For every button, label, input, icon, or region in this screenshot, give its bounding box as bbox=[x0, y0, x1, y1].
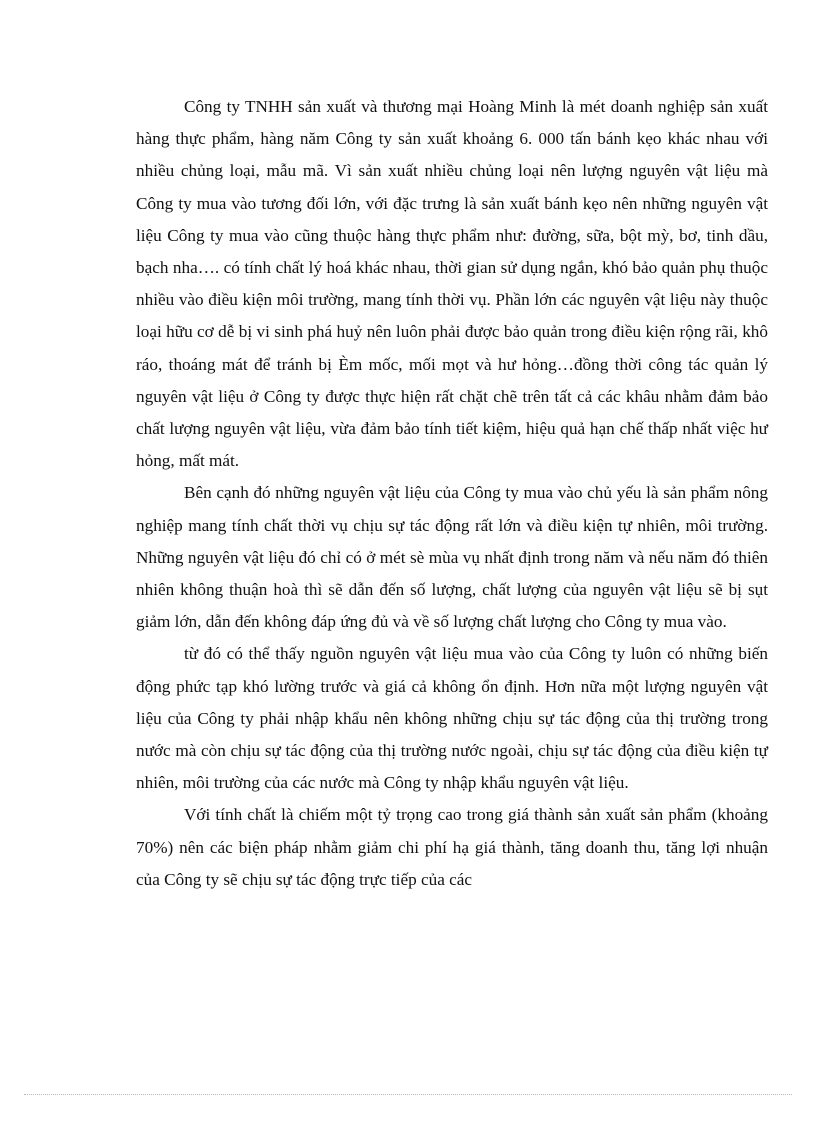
paragraph-4: Với tính chất là chiếm một tỷ trọng cao trong giá thành sản xuất sản phẩm (khoảng 70%) nên các biện pháp nhằm giảm chi phí hạ giá thành, tăng doanh thu, tăng lợi nhuận của Công ty sẽ chịu sự tác động trực tiếp của các bbox=[136, 805, 768, 889]
page-bottom-divider bbox=[24, 1094, 792, 1095]
paragraph-1: Công ty TNHH sản xuất và thương mại Hoàng Minh là mét doanh nghiệp sản xuất hàng thực phẩm, hàng năm Công ty sản xuất khoảng 6. 000 tấn bánh kẹo khác nhau với nhiều chủng loại, mẫu mã. Vì sản xuất nhiều chủng loại nên lượng nguyên vật liệu mà Công ty mua vào tương đối lớn, với đặc trưng là sản xuất bánh kẹo nên những nguyên vật liệu Công ty mua vào cũng thuộc hàng thực phẩm như: đường, sữa, bột mỳ, bơ, tinh dầu, bạch nha…. có tính chất lý hoá khác nhau, thời gian sử dụng ngắn, khó bảo quản phụ thuộc nhiều vào điều kiện môi trường, mang tính thời vụ. Phần lớn các nguyên vật liệu này thuộc loại hữu cơ dễ bị vi sinh phá huỷ nên luôn phải được bảo quản trong điều kiện rộng rãi, khô ráo, thoáng mát để tránh bị Èm mốc, mối mọt và hư hỏng…đồng thời công tác quản lý nguyên vật liệu ở Công ty được thực hiện rất chặt chẽ trên tất cả các khâu nhằm đảm bảo chất lượng nguyên vật liệu, vừa đảm bảo tính tiết kiệm, hiệu quả hạn chế thấp nhất việc hư hỏng, mất mát. bbox=[136, 97, 768, 471]
paragraph-3: từ đó có thể thấy nguồn nguyên vật liệu mua vào của Công ty luôn có những biến động phức tạp khó lường trước và giá cả không ổn định. Hơn nữa một lượng nguyên vật liệu của Công ty phải nhập khẩu nên không những chịu sự tác động của thị trường trong nước mà còn chịu sự tác động của thị trường nước ngoài, chịu sự tác động của điều kiện tự nhiên, môi trường của các nước mà Công ty nhập khẩu nguyên vật liệu. bbox=[136, 644, 768, 793]
paragraph-2: Bên cạnh đó những nguyên vật liệu của Công ty mua vào chủ yếu là sản phẩm nông nghiệp mang tính chất thời vụ chịu sự tác động rất lớn và điều kiện tự nhiên, môi trường. Những nguyên vật liệu đó chỉ có ở mét sè mùa vụ nhất định trong năm và nếu năm đó thiên nhiên không thuận hoà thì sẽ dẫn đến số lượng, chất lượng của nguyên vật liệu sẽ bị sụt giảm lớn, dẫn đến không đáp ứng đủ và về số lượng chất lượng cho Công ty mua vào. bbox=[136, 483, 768, 632]
document-body bbox=[136, 91, 768, 896]
